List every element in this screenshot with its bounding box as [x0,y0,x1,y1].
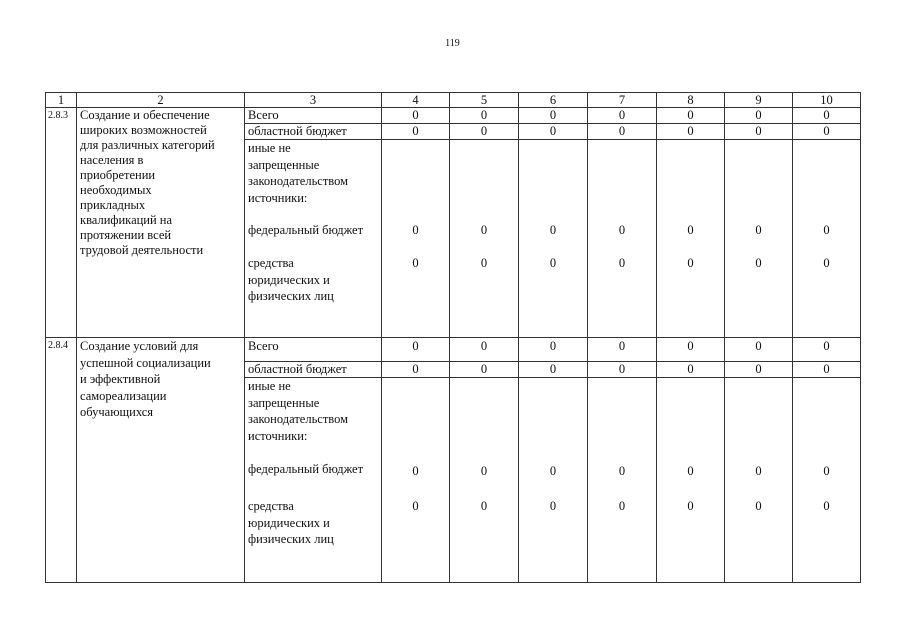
value-cell: 0 0 [450,140,519,338]
value-cell: 0 [725,338,793,362]
header-cell: 3 [245,93,382,108]
other-sources-label: иные не запрещенные законодательством источники: [248,141,349,205]
header-cell: 10 [793,93,861,108]
private-label: средства юридических и физических лиц [248,256,334,303]
value-cell: 0 [588,124,657,140]
value-cell: 0 [450,362,519,378]
value-cell: 0 0 [519,378,588,583]
value-cell: 0 0 [519,140,588,338]
value-cell: 0 [793,362,861,378]
financing-table [45,92,861,583]
header-cell: 9 [725,93,793,108]
value-cell: 0 [588,362,657,378]
private-label: средства юридических и физических лиц [248,499,334,546]
header-cell: 4 [382,93,450,108]
value-cell: 0 [725,108,793,124]
page-number: 119 [445,38,460,49]
value-cell: 0 [725,124,793,140]
value-cell: 0 [657,124,725,140]
value-cell: 0 [450,108,519,124]
value-cell: 0 [588,338,657,362]
header-cell: 8 [657,93,725,108]
source-label: Всего [245,108,382,124]
source-label: областной бюджет [245,124,382,140]
value-cell: 0 0 [657,140,725,338]
value-cell: 0 [450,338,519,362]
value-cell: 0 [382,362,450,378]
federal-label: федеральный бюджет [248,223,364,237]
value-cell: 0 [657,362,725,378]
row-code: 2.8.4 [46,338,77,583]
value-cell: 0 0 [725,140,793,338]
table-row [46,338,861,362]
federal-label: федеральный бюджет [248,462,364,476]
value-cell: 0 0 [657,378,725,583]
value-cell: 0 [657,338,725,362]
header-cell: 6 [519,93,588,108]
source-block [245,378,382,583]
value-cell: 0 [793,124,861,140]
value-cell: 0 0 [588,378,657,583]
value-cell: 0 [519,338,588,362]
value-cell: 0 0 [588,140,657,338]
value-cell: 0 [793,108,861,124]
value-cell: 0 [519,362,588,378]
value-cell: 0 0 [382,378,450,583]
header-cell: 7 [588,93,657,108]
other-sources-label: иные не запрещенные законодательством источники: [248,379,349,443]
header-cell: 5 [450,93,519,108]
value-cell: 0 0 [725,378,793,583]
source-label: Всего [245,338,382,362]
table-row [46,108,861,124]
value-cell: 0 [450,124,519,140]
header-cell: 2 [77,93,245,108]
row-code: 2.8.3 [46,108,77,338]
row-name: Создание и обеспечение широких возможностей для различных категорий населения в приобретении необходимых прикладных квалификаций на протяжении всей трудовой деятельности [77,108,245,338]
header-cell: 1 [46,93,77,108]
source-label: областной бюджет [245,362,382,378]
value-cell: 0 [519,108,588,124]
value-cell: 0 0 [450,378,519,583]
value-cell: 0 [382,124,450,140]
header-row [46,93,861,108]
value-cell: 0 0 [793,140,861,338]
value-cell: 0 [725,362,793,378]
value-cell: 0 [793,338,861,362]
value-cell: 0 [382,338,450,362]
value-cell: 0 [519,124,588,140]
value-cell: 0 [382,108,450,124]
value-cell: 0 [657,108,725,124]
row-name: Создание условий для успешной социализации и эффективной самореализации обучающихся [77,338,245,583]
value-cell: 0 0 [382,140,450,338]
value-cell: 0 0 [793,378,861,583]
source-block [245,140,382,338]
value-cell: 0 [588,108,657,124]
